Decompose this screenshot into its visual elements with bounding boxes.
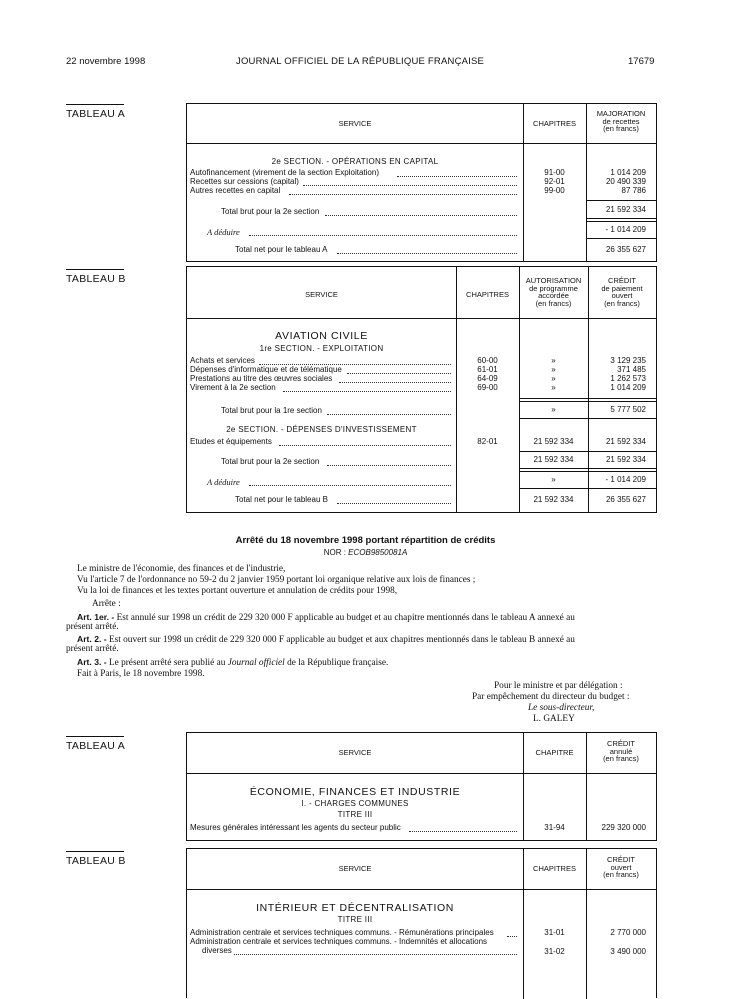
col-credit: CRÉDIT de paiement ouvert (en francs) <box>601 276 643 308</box>
col-credit: CRÉDIT annulé (en francs) <box>603 739 639 763</box>
col-service: SERVICE <box>338 119 372 128</box>
row-label: Achats et services <box>190 356 255 365</box>
total1-amount: 5 777 502 <box>610 405 646 414</box>
row-chap: 82-01 <box>477 437 498 446</box>
total-net-amount: 26 355 627 <box>605 495 646 504</box>
row-chap: 99-00 <box>544 186 565 195</box>
deduire-auth: » <box>551 475 556 484</box>
nor-line: NOR : ECOB9850081A <box>323 548 408 557</box>
row-amount: 2 770 000 <box>610 928 646 937</box>
row-auth: » <box>551 383 556 392</box>
a-deduire: A déduire <box>207 477 240 487</box>
row-auth: » <box>551 356 556 365</box>
text-line: Vu la loi de finances et les textes portant ouverture et annulation de crédits pour 1998, <box>77 586 398 596</box>
row-chap: 31-02 <box>544 947 565 956</box>
signature-line: Par empêchement du directeur du budget : <box>472 692 630 702</box>
total-net: Total net pour le tableau A <box>235 245 328 254</box>
section-title: 2e SECTION. - OPÉRATIONS EN CAPITAL <box>271 157 439 166</box>
row-label: Virement à la 2e section <box>190 383 276 392</box>
col-autorisation: AUTORISATION de programme accordée (en francs) <box>525 276 582 308</box>
arrete-word: Arrête : <box>92 599 121 609</box>
deduire-amount: - 1 014 209 <box>605 225 646 234</box>
col-chapitre: CHAPITRE <box>535 748 574 757</box>
total-brut-1: Total brut pour la 1re section <box>221 406 322 415</box>
row-auth: 21 592 334 <box>533 437 574 446</box>
total-brut-2: Total brut pour la 2e section <box>221 457 320 466</box>
tableau-a-label: TABLEAU A <box>66 108 125 120</box>
row-amount: 1 014 209 <box>610 383 646 392</box>
row-amount: 20 490 339 <box>605 177 646 186</box>
row-label: Recettes sur cessions (capital) <box>190 177 299 186</box>
section-title: 2e SECTION. - DÉPENSES D'INVESTISSEMENT <box>226 425 417 434</box>
row-label: Administration centrale et services techniques communs. - Rémunérations principales <box>190 928 494 937</box>
table-tableau-a <box>186 103 657 262</box>
table-tableau-a-2 <box>186 732 657 841</box>
row-amount: 21 592 334 <box>605 437 646 446</box>
row-chap: 92-01 <box>544 177 565 186</box>
a-deduire: A déduire <box>207 227 240 237</box>
tableau-b-label: TABLEAU B <box>66 273 126 285</box>
text-line: Le ministre de l'économie, des finances et de l'industrie, <box>77 564 286 574</box>
col-majoration: MAJORATION de recettes (en francs) <box>596 109 646 133</box>
row-label: Mesures générales intéressant les agents du secteur public <box>190 823 401 832</box>
col-credit: CRÉDIT ouvert (en francs) <box>603 855 639 879</box>
col-service: SERVICE <box>305 290 338 299</box>
row-amount: 3 490 000 <box>610 947 646 956</box>
row-chap: 64-09 <box>477 374 498 383</box>
row-amount: 229 320 000 <box>601 823 646 832</box>
tableau-a-label-2: TABLEAU A <box>66 740 125 752</box>
row-auth: » <box>551 365 556 374</box>
tableau-b-label-2: TABLEAU B <box>66 855 126 867</box>
article-1-cont: présent arrêté. <box>66 622 119 632</box>
row-label: Autofinancement (virement de la section Exploitation) <box>190 168 379 177</box>
col-chapitres: CHAPITRES <box>533 864 576 873</box>
article-1: Art. 1er. - Est annulé sur 1998 un crédit de 229 320 000 F applicable au budget et au chapitre mentionnés dans le tableau A annexé au <box>77 612 575 623</box>
signature-line: Pour le ministre et par délégation : <box>494 681 623 691</box>
row-label: Dépenses d'informatique et de télématique <box>190 365 342 374</box>
total-net-amount: 26 355 627 <box>605 245 646 254</box>
fait-a-paris: Fait à Paris, le 18 novembre 1998. <box>77 669 205 679</box>
row-label: Autres recettes en capital <box>190 186 281 195</box>
row-chap: 61-01 <box>477 365 498 374</box>
sub-title: I. - CHARGES COMMUNES <box>301 799 409 808</box>
col-service: SERVICE <box>338 864 372 873</box>
deduire-amount: - 1 014 209 <box>605 475 646 484</box>
total2-auth: 21 592 334 <box>533 455 574 464</box>
row-amount: 1 262 573 <box>610 374 646 383</box>
total2-amount: 21 592 334 <box>605 455 646 464</box>
total-net-auth: 21 592 334 <box>533 495 574 504</box>
row-chap: 60-00 <box>477 356 498 365</box>
table-tableau-b-2 <box>186 848 657 998</box>
row-label: Prestations au titre des œuvres sociales <box>190 374 333 383</box>
col-chapitres: CHAPITRES <box>533 119 576 128</box>
titre: TITRE III <box>337 915 373 924</box>
page-number: 17679 <box>628 56 655 67</box>
arrete-title: Arrêté du 18 novembre 1998 portant répartition de crédits <box>235 535 496 546</box>
row-chap: 91-00 <box>544 168 565 177</box>
row-chap: 69-00 <box>477 383 498 392</box>
section-title: 1re SECTION. - EXPLOITATION <box>259 344 384 353</box>
signature-line: Le sous-directeur, <box>528 703 595 713</box>
total1-auth: » <box>551 405 556 414</box>
row-label: Administration centrale et services techniques communs. - Indemnités et allocations <box>190 937 488 946</box>
article-3: Art. 3. - Le présent arrêté sera publié au Journal officiel de la République française. <box>77 657 389 668</box>
row-chap: 31-94 <box>544 823 565 832</box>
table-tableau-b <box>186 266 657 513</box>
row-chap: 31-01 <box>544 928 565 937</box>
article-2-cont: présent arrêté. <box>66 644 119 654</box>
row-auth: » <box>551 374 556 383</box>
row-label: Etudes et équipements <box>190 437 272 446</box>
col-service: SERVICE <box>338 748 372 757</box>
row-amount: 3 129 235 <box>610 356 646 365</box>
ministry-title: ÉCONOMIE, FINANCES ET INDUSTRIE <box>249 786 461 798</box>
row-amount: 87 786 <box>621 186 646 195</box>
row-label-cont: diverses <box>202 946 232 955</box>
total-brut: Total brut pour la 2e section <box>221 207 320 216</box>
total-net: Total net pour le tableau B <box>235 495 328 504</box>
text-line: Vu l'article 7 de l'ordonnance no 59-2 du 2 janvier 1959 portant loi organique relative aux lois de finances ; <box>77 575 476 585</box>
col-chapitres: CHAPITRES <box>466 290 509 299</box>
signatory: L. GALEY <box>533 714 575 724</box>
article-2: Art. 2. - Est ouvert sur 1998 un crédit de 229 320 000 F applicable au budget et aux chapitres mentionnés dans le tableau B annexé au <box>77 634 575 645</box>
row-amount: 371 485 <box>617 365 646 374</box>
page-date: 22 novembre 1998 <box>66 56 146 67</box>
ministry-title: AVIATION CIVILE <box>275 330 368 342</box>
total-brut-amount: 21 592 334 <box>605 205 646 214</box>
journal-title: JOURNAL OFFICIEL DE LA RÉPUBLIQUE FRANÇAISE <box>236 56 485 67</box>
row-amount: 1 014 209 <box>610 168 646 177</box>
titre: TITRE III <box>337 810 373 819</box>
ministry-title: INTÉRIEUR ET DÉCENTRALISATION <box>256 902 454 914</box>
